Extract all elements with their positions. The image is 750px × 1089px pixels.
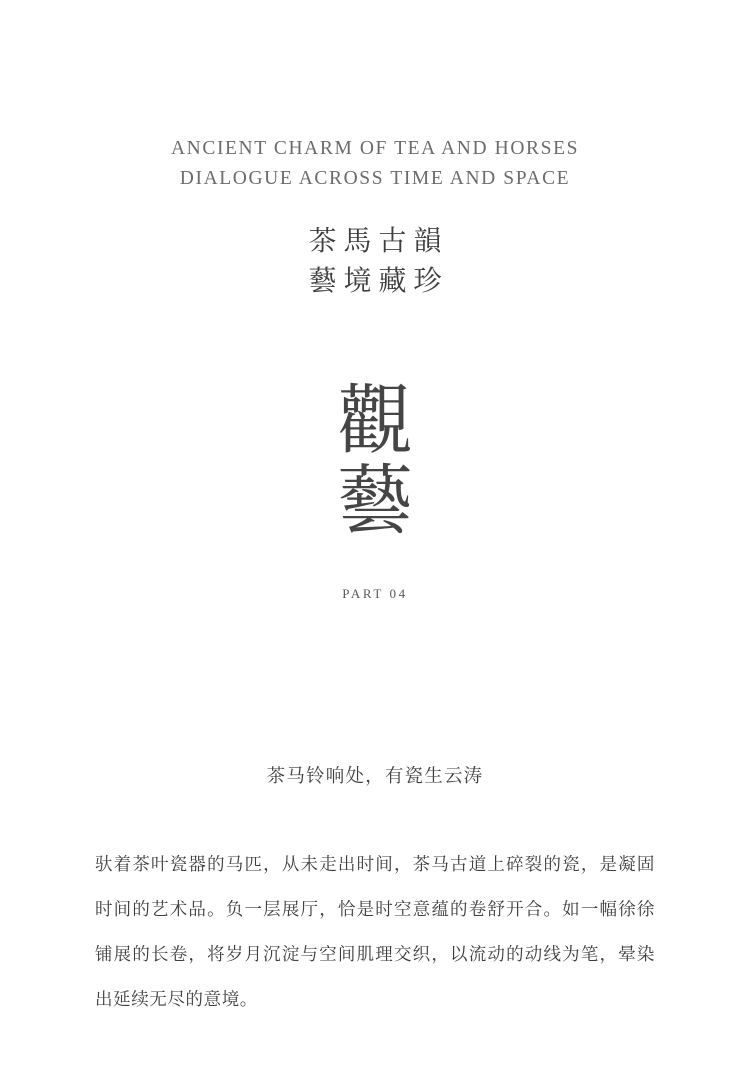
english-title: [0, 0, 750, 194]
section-glyph-primary: 觀: [337, 380, 413, 464]
english-title-line-1: ANCIENT CHARM OF TEA AND HORSES: [170, 138, 580, 159]
english-title-line-2: DIALOGUE ACROSS TIME AND SPACE: [179, 168, 571, 189]
body-copy: [95, 788, 655, 1022]
chinese-subtitle-line-1: 茶馬古韻: [308, 226, 449, 257]
section-glyph-secondary: 藝: [337, 460, 413, 544]
chinese-subtitle: [0, 194, 750, 302]
body-paragraph: 驮着茶叶瓷器的马匹，从未走出时间，茶马古道上碎裂的瓷，是凝固时间的艺术品。负一层展厅，恰是时空意蕴的卷舒开合。如一幅徐徐铺展的长卷，将岁月沉淀与空间肌理交织，以流动的动线为笔，晕染出延续无尽的意境。: [95, 854, 655, 1009]
section-glyph-block: [0, 302, 750, 542]
chinese-subtitle-line-2: 藝境藏珍: [308, 266, 449, 297]
lead-line: 茶马铃响处，有瓷生云涛: [266, 767, 484, 787]
part-label: PART 04: [342, 586, 408, 601]
